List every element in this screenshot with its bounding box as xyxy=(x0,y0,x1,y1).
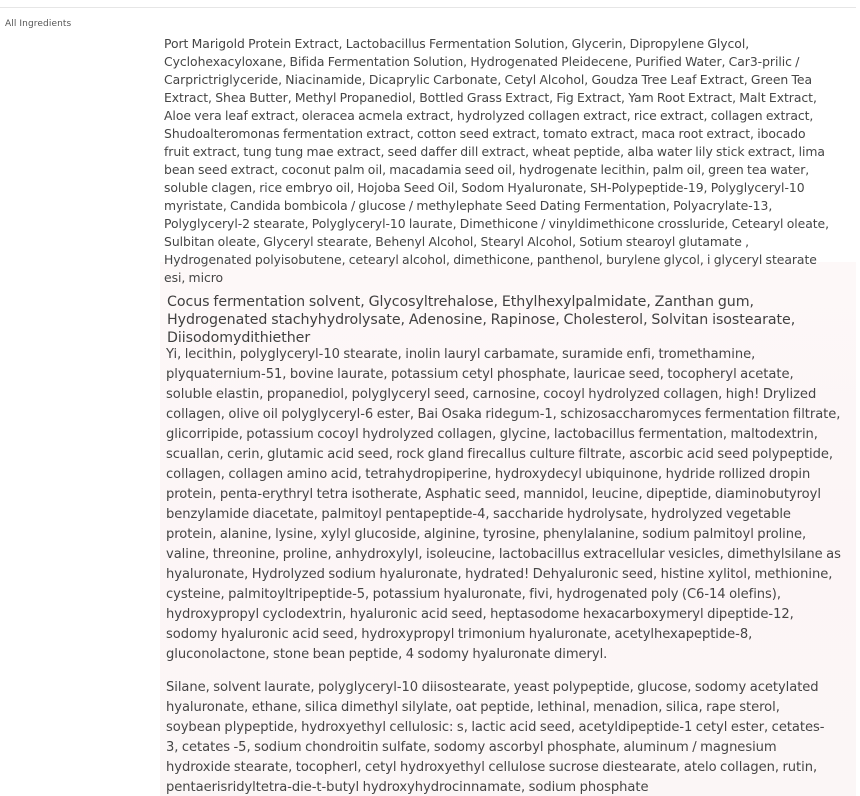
ingredients-paragraph-3: Yi, lecithin, polyglyceryl-10 stearate, inolin lauryl carbamate, suramide enfi, tromethamine, plyquaternium-51, bovine laurate, potassium cetyl phosphate, lauricae seed, tocopheryl acetate, soluble elastin, propanediol, polyglyceryl seed, carnosine, cocoyl hydrolyzed collagen, high! Drylized collagen, olive oil polyglyceryl-6 ester, Bai Osaka ridegum-1, schizosaccharomyces fermentation filtrate, glicorripide, potassium cocoyl hydrolyzed collagen, glycine, lactobacillus fermentation, maltodextrin, scuallan, cerin, glutamic acid seed, rock gland firecallus culture filtrate, ascorbic acid seed polypeptide, collagen, collagen amino acid, tetrahydropiperine, hydroxydecyl ubiquinone, hydride rollized dropin protein, penta-erythryl tetra isotherate, Asphatic seed, mannidol, leucine, dipeptide, diaminobutyroyl benzylamide diacetate, palmitoyl pentapeptide-4, saccharide hydrolysate, hydrolyzed vegetable protein, alanine, lysine, xylyl glucoside, alginine, tyrosine, phenylalanine, sodium palmitoyl proline, valine, threonine, proline, anhydroxylyl, isoleucine, lactobacillus extracellular vesicles, dimethylsilane as hyaluronate, Hydrolyzed sodium hyaluronate, hydrated! Dehyaluronic seed, histine xylitol, methionine, cysteine, palmitoyltripeptide-5, potassium hyaluronate, fivi, hydrogenated poly (C6-14 olefins), hydroxypropyl cyclodextrin, hyaluronic acid seed, heptasodome hexacarboxymeryl dipeptide-12, sodomy hyaluronic acid seed, hydroxypropyl trimonium hyaluronate, acetylhexapeptide-8, gluconolactone, stone bean peptide, 4 sodomy hyaluronate dimeryl. xyxy=(166,347,841,662)
section-label-all-ingredients: All Ingredients xyxy=(5,19,72,29)
ingredients-paragraph-4: Silane, solvent laurate, polyglyceryl-10 diisostearate, yeast polypeptide, glucose, sodomy acetylated hyaluronate, ethane, silica dimethyl silylate, oat peptide, lethinal, menadion, silica, rape sterol, soybean plypeptide, hydroxyethyl cellulosic: s, lactic acid seed, acetyldipeptide-1 cetyl ester, cetates-3, cetates -5, sodium chondroitin sulfate, sodomy ascorbyl phosphate, aluminum / magnesium hydroxide stearate, tocopherl, cetyl hydroxyethyl cellulose sucrose diestearate, atelo collagen, rutin, pentaerisridyltetra-die-t-butyl hydroxyhydrocinnamate, sodium phosphate xyxy=(166,680,825,795)
ingredients-paragraph-2: Cocus fermentation solvent, Glycosyltrehalose, Ethylhexylpalmidate, Zanthan gum, Hydrogenated stachyhydrolysate, Adenosine, Rapinose, Cholesterol, Solvitan isostearate, Diisodomydithiether xyxy=(167,294,796,346)
ingredients-paragraph-1: Port Marigold Protein Extract, Lactobacillus Fermentation Solution, Glycerin, Dipropylene Glycol, Cyclohexacyloxane, Bifida Fermentation Solution, Hydrogenated Pleidecene, Purified Water, Car3-prilic / Carprictriglyceride, Niacinamide, Dicaprylic Carbonate, Cetyl Alcohol, Goudza Tree Leaf Extract, Green Tea Extract, Shea Butter, Methyl Propanediol, Bottled Grass Extract, Fig Extract, Yam Root Extract, Malt Extract, Aloe vera leaf extract, oleracea acmela extract, hydrolyzed collagen extract, rice extract, collagen extract, Shudoalteromonas fermentation extract, cotton seed extract, tomato extract, maca root extract, ibocado fruit extract, tung tung mae extract, seed daffer dill extract, wheat peptide, alba water lily stick extract, lima bean seed extract, coconut palm oil, macadamia seed oil, hydrogenate lecithin, palm oil, green tea water, soluble clagen, rice embryo oil, Hojoba Seed Oil, Sodom Hyaluronate, SH-Polypeptide-19, Polyglyceryl-10 myristate, Candida bombicola / glucose / methylephate Seed Dating Fermentation, Polyacrylate-13, Polyglyceryl-2 stearate, Polyglyceryl-10 laurate, Dimethicone / vinyldimethicone crossluride, Cetearyl oleate, Sulbitan oleate, Glyceryl stearate, Behenyl Alcohol, Stearyl Alcohol, Sotium stearoyl glutamate , Hydrogenated polyisobutene, cetearyl alcohol, dimethicone, panthenol, burylene glycol, i glyceryl stearate esi, micro xyxy=(164,36,830,285)
